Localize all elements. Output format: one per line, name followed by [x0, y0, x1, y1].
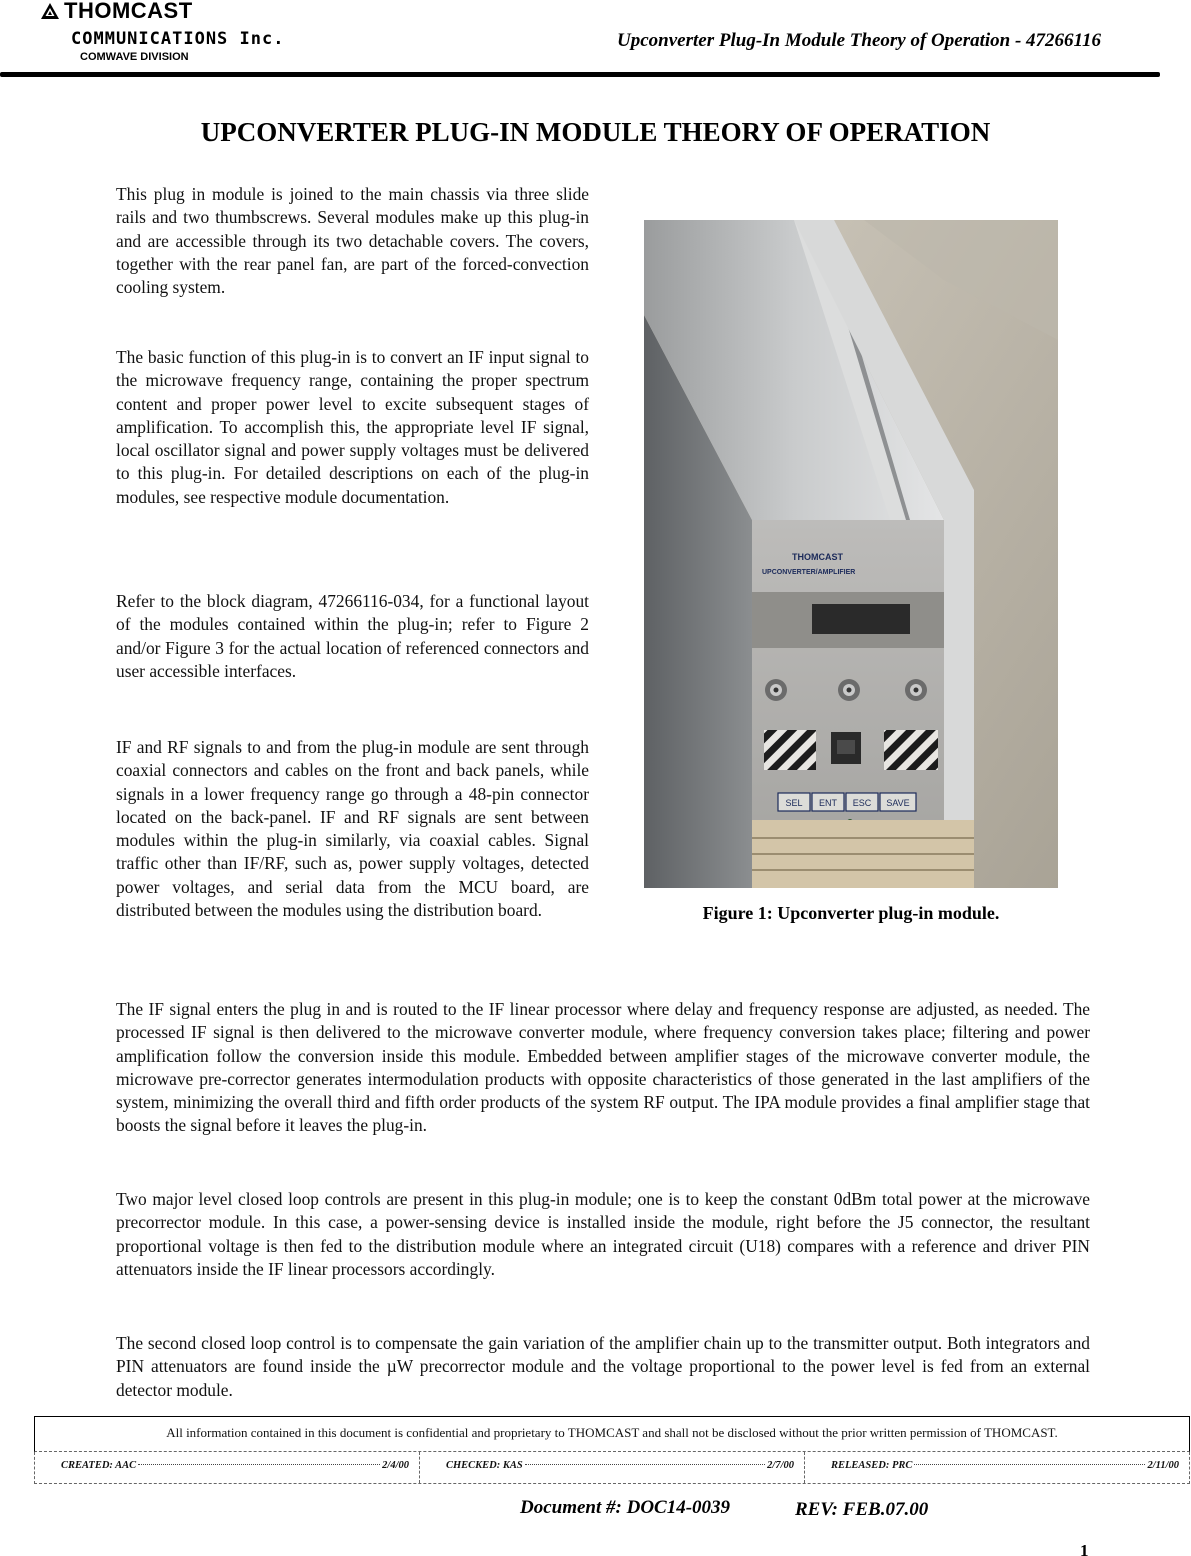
button-ent: ENT: [819, 798, 837, 808]
paragraph-closed-loop-1: Two major level closed loop controls are present in this plug-in module; one is to keep the constant 0dBm total power at the microwave precorrector module. In this case, a power-sensing device is installed inside the module, right before the J5 connector, the resultant proportional voltage is then fed to the distribution module where an integrated circuit (U18) compares with a reference and driver PIN attenuators inside the IF linear processors accordingly.: [116, 1189, 1090, 1279]
panel-label: UPCONVERTER/AMPLIFIER: [762, 569, 856, 576]
confidentiality-notice: All information contained in this document is confidential and proprietary to THOMCAST and shall not be disclosed without the prior written permission of THOMCAST.: [34, 1416, 1190, 1452]
paragraph-signals: IF and RF signals to and from the plug-in module are sent through coaxial connectors and cables on the front and back panels, while signals in a lower frequency range go through a 48-pin connector located on the back-panel. IF and RF signals are sent between modules within the plug-in similarly, via coaxial cables. Signal traffic other than IF/RF, such as, power supply voltages, detected power voltages, and serial data from the MCU board, are distributed between the modules using the distribution board.: [116, 737, 589, 921]
logo-division: COMWAVE DIVISION: [80, 51, 189, 63]
signoff-released: [804, 1452, 1189, 1483]
button-esc: ESC: [852, 798, 872, 808]
paragraph-closed-loop-2: The second closed loop control is to compensate the gain variation of the amplifier chain up to the transmitter output. Both integrators and PIN attenuators are found inside the µW precorrector module and the voltage proportional to the power level is fed from an external detector module.: [116, 1333, 1090, 1400]
thomcast-logo-icon: [40, 2, 60, 20]
company-logo: [40, 0, 340, 66]
document-number: Document #: DOC14-0039: [520, 1497, 731, 1518]
document-revision: REV: FEB.07.00: [795, 1499, 929, 1520]
paragraph-intro: This plug in module is joined to the main chassis via three slide rails and two thumbscrews. Several modules make up this plug-in and are accessible through its two detachable covers. The covers, together with the rear panel fan, are part of the forced-convection cooling system.: [116, 184, 589, 298]
logo-company: COMMUNICATIONS Inc.: [71, 29, 285, 49]
page-header: [0, 0, 1191, 80]
created-date: 2/4/00: [382, 1460, 409, 1471]
checked-date: 2/7/00: [767, 1460, 794, 1471]
button-sel: SEL: [785, 798, 803, 808]
page-number: 1: [1080, 1541, 1089, 1556]
document-title: UPCONVERTER PLUG-IN MODULE THEORY OF OPERATION: [200, 117, 991, 147]
figure-upconverter-photo: [644, 220, 1058, 888]
signoff-created: [35, 1452, 419, 1483]
running-title: Upconverter Plug-In Module Theory of Operation - 47266116: [617, 30, 1101, 51]
paragraph-block-diagram: Refer to the block diagram, 47266116-034, for a functional layout of the modules contained within the plug-in; refer to Figure 2 and/or Figure 3 for the actual location of referenced connectors and user accessible interfaces.: [116, 591, 589, 681]
button-save: SAVE: [886, 798, 910, 808]
logo-brand: THOMCAST: [64, 0, 193, 23]
header-rule: [0, 72, 1160, 77]
front-panel-buttons: [778, 793, 916, 811]
released-date: 2/11/00: [1147, 1460, 1179, 1471]
checked-label: CHECKED: KAS: [446, 1460, 523, 1471]
signoff-checked: [419, 1452, 804, 1483]
signoff-row: [34, 1452, 1190, 1484]
panel-brand: THOMCAST: [792, 552, 843, 562]
upconverter-module-illustration: [644, 220, 1058, 888]
paragraph-if-routing: The IF signal enters the plug in and is routed to the IF linear processor where delay and frequency response are adjusted, as needed. The processed IF signal is then delivered to the microwave converter module, where frequency conversion takes place; filtering and power amplification follow the conversion inside this module. Embedded between amplifier stages of the microwave converter module, the microwave pre-corrector generates intermodulation products with opposite characteristics of those generated in the last amplifiers of the system, minimizing the overall third and fifth order products of the system RF output. The IPA module provides a final amplifier stage that boosts the signal before it leaves the plug-in.: [116, 999, 1090, 1136]
created-label: CREATED: AAC: [61, 1460, 137, 1471]
released-label: RELEASED: PRC: [831, 1460, 913, 1471]
figure-caption: Figure 1: Upconverter plug-in module.: [702, 903, 1000, 923]
paragraph-function: The basic function of this plug-in is to convert an IF input signal to the microwave frequency range, containing the proper spectrum content and proper power level to excite subsequent stages of amplification. To accomplish this, the appropriate level IF signal, local oscillator signal and power supply voltages must be delivered to this plug-in. For detailed descriptions on each of the plug-in modules, see respective module documentation.: [116, 347, 589, 507]
